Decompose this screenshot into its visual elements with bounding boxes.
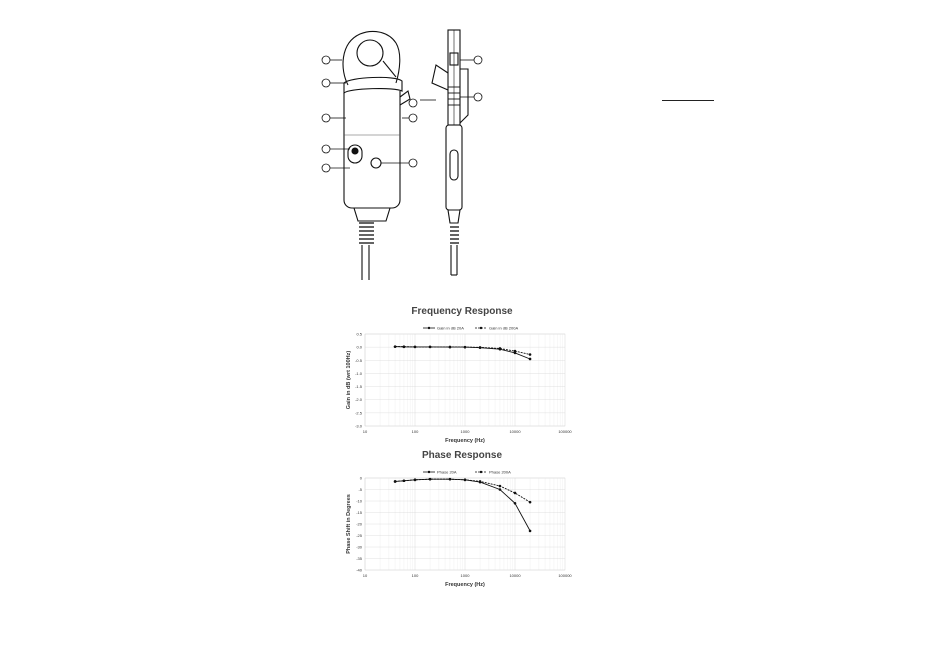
chart-title: Frequency Response	[411, 306, 513, 317]
probe-front-view	[343, 31, 410, 280]
x-tick-label: 1000	[460, 429, 470, 434]
y-tick-label: -30	[356, 544, 362, 550]
strain-relief	[354, 208, 390, 221]
side-body	[446, 125, 462, 210]
jaw-collar	[344, 77, 402, 93]
current-probe-drawing	[310, 25, 500, 280]
x-tick-label: 10000	[509, 429, 521, 434]
legend-label: Phase 20A	[437, 469, 457, 475]
side-callouts	[420, 56, 482, 101]
data-point	[429, 478, 432, 481]
header-rule	[662, 100, 714, 101]
data-point	[529, 530, 532, 533]
x-tick-label: 10	[362, 573, 368, 578]
side-grip	[460, 69, 468, 123]
data-point	[414, 346, 417, 349]
data-point	[394, 345, 397, 348]
x-axis-label: Frequency (Hz)	[445, 438, 485, 444]
zero-adjust-knob-icon	[371, 158, 381, 168]
frequency-response-chart	[340, 306, 585, 451]
y-tick-label: -2.5	[355, 410, 362, 416]
y-tick-label: -2.0	[355, 397, 362, 403]
data-point	[499, 347, 502, 350]
callout-1	[322, 56, 330, 64]
data-point	[499, 485, 502, 488]
jaw-opening	[357, 40, 383, 66]
y-tick-label: 0.0	[356, 344, 362, 350]
data-point	[414, 479, 417, 482]
legend-marker	[428, 471, 430, 473]
x-tick-label: 1000	[460, 573, 470, 578]
chart-svg	[340, 464, 585, 595]
y-tick-label: -3.0	[355, 423, 362, 429]
front-callouts	[322, 56, 417, 172]
y-axis-label: Gain in dB (wrt 100Hz)	[346, 350, 352, 410]
y-tick-label: -20	[356, 521, 362, 527]
x-axis-label: Frequency (Hz)	[445, 582, 485, 588]
data-point	[429, 346, 432, 349]
side-trigger	[432, 65, 448, 90]
probe-line-art	[310, 25, 500, 280]
data-point	[529, 358, 532, 361]
callout-4	[322, 145, 330, 153]
data-point	[529, 501, 532, 504]
x-tick-label: 10000	[509, 573, 521, 578]
data-point	[464, 479, 467, 482]
legend-label: Gain in dB 20A	[437, 325, 464, 331]
callout-6	[409, 114, 417, 122]
x-tick-label: 10	[362, 429, 368, 434]
probe-side-view	[432, 30, 468, 275]
y-tick-label: -1.0	[355, 370, 362, 376]
data-point	[514, 350, 517, 353]
chart-svg	[340, 320, 585, 451]
legend-marker	[480, 327, 482, 329]
y-tick-label: 0	[359, 475, 362, 481]
side-switch	[450, 150, 458, 180]
x-tick-label: 100000	[558, 429, 572, 434]
data-point	[449, 346, 452, 349]
legend-marker	[428, 327, 430, 329]
data-point	[479, 480, 482, 483]
switch-knob-icon	[352, 148, 358, 154]
x-tick-label: 100	[411, 573, 419, 578]
data-point	[403, 345, 406, 348]
callout-9	[474, 56, 482, 64]
callout-2	[322, 79, 330, 87]
y-tick-label: -5	[358, 487, 362, 492]
data-point	[479, 346, 482, 349]
x-tick-label: 100	[411, 429, 419, 434]
callout-7	[409, 159, 417, 167]
jaw-gap	[383, 61, 396, 77]
y-tick-label: -10	[356, 498, 362, 504]
y-tick-label: -0.5	[355, 357, 362, 363]
chart-title: Phase Response	[421, 450, 503, 461]
callout-10	[474, 93, 482, 101]
legend-marker	[480, 471, 482, 473]
data-point	[394, 480, 397, 483]
y-tick-label: -35	[356, 556, 362, 561]
y-tick-label: -25	[356, 533, 362, 538]
legend-label: Phase 200A	[489, 469, 511, 475]
x-tick-label: 100000	[558, 573, 572, 578]
y-tick-label: -40	[356, 567, 362, 573]
callout-3	[322, 114, 330, 122]
callout-8	[409, 99, 417, 107]
data-point	[499, 488, 502, 491]
legend-label: Gain in dB 200A	[489, 325, 519, 331]
y-tick-label: -15	[356, 510, 362, 515]
phase-response-chart	[340, 450, 585, 595]
data-point	[449, 478, 452, 481]
y-tick-label: 0.5	[356, 331, 362, 337]
data-point	[403, 479, 406, 482]
data-point	[529, 353, 532, 356]
trigger-lever	[400, 91, 410, 105]
y-axis-label: Phase Shift in Degrees	[346, 494, 352, 554]
callout-5	[322, 164, 330, 172]
data-point	[514, 492, 517, 495]
data-point	[514, 502, 517, 505]
y-tick-label: -1.5	[355, 384, 362, 390]
data-point	[464, 346, 467, 349]
